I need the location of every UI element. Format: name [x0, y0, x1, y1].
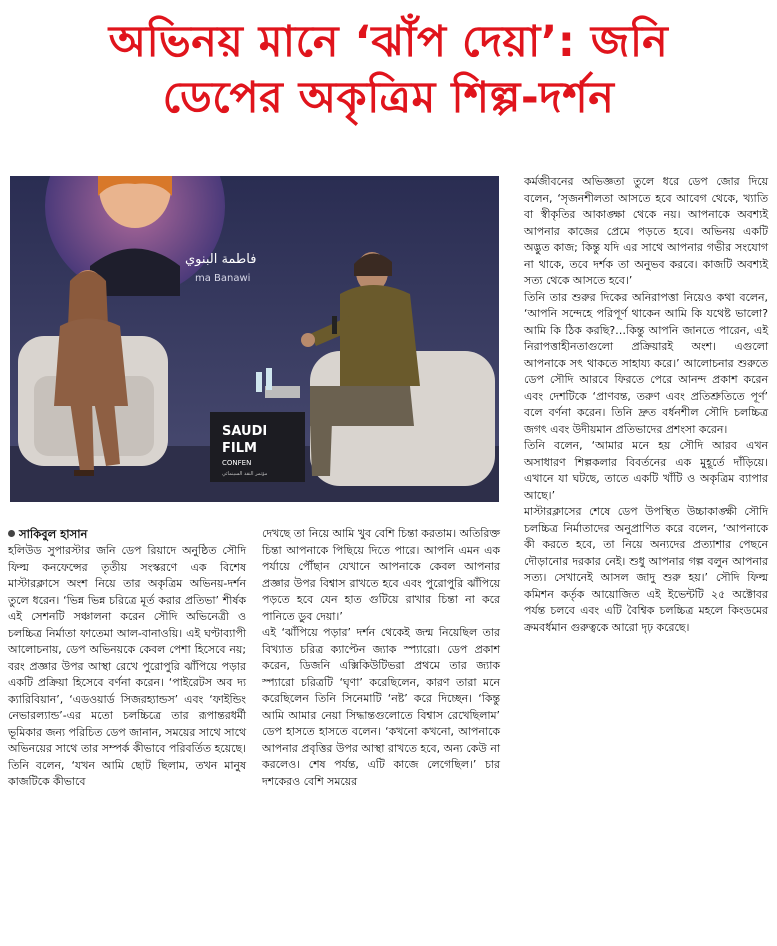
paragraph: তিনি তার শুরুর দিকের অনিরাপত্তা নিয়েও কথা বলেন, ‘আপনি সন্দেহে পরিপূর্ণ থাকেন আমি কি যথেষ্ট ভালো? আমি কি ঠিক করছি?…কিন্তু আপনি জানতে পারেন, এই নিরাপত্তাহীনতাগুলো প্রক্রিয়ারই অংশ। এগুলো আপনাকে সৎ থাকতে সাহায্য করে।’ আলোচনার শুরুতে ডেপ সৌদি আরবে ফিরতে পেরে আনন্দ প্রকাশ করেন এবং দেশটিকে ‘প্রাণবন্ত, তরুণ এবং প্রতিশ্রুতিতে পূর্ণ’ বলে বর্ণনা করেন। তিনি দ্রুত বর্ধনশীল সৌদি চলচ্চিত্র জগৎ এবং উদীয়মান প্রতিভাদের প্রশংসা করেন। [524, 290, 768, 436]
nameplate-arabic: فاطمة البنوي [185, 252, 257, 267]
headline-line-1: অভিনয় মানে ‘ঝাঁপ দেয়া’: জনি [108, 17, 669, 67]
logo-saudi: SAUDI [222, 424, 268, 439]
author-name: সাকিবুল হাসান [19, 527, 88, 541]
bullet-icon [8, 530, 15, 537]
paragraph: কর্মজীবনের অভিজ্ঞতা তুলে ধরে ডেপ জোর দিয়ে বলেন, ‘সৃজনশীলতা আসতে হবে আবেগ থেকে, খ্যাতি বা স্বীকৃতির আকাঙ্ক্ষা থেকে নয়। আপনাকে অবশ্যই আপনার কাজের প্রেমে পড়তে হবে। অভিনয় একটি অদ্ভুত কাজ; কিন্তু যদি এর সাথে আপনার গভীর সংযোগ না থাকে, তবে দর্শক তা অনুভব করবে। কাজটি অবশ্যই সত্য থেকে আসতে হবে।’ [524, 175, 768, 287]
paragraph: তিনি বলেন, ‘আমার মনে হয় সৌদি আরব এখন অসাধারণ শিল্পকলার বিবর্তনের এক মুহূর্তে দাঁড়িয়ে। এখানে যা ঘটছে, তাতে একটি খাঁটি ও অকৃত্রিম ব্যাপার আছে।’ [524, 439, 768, 502]
paragraph: মাস্টারক্লাসের শেষে ডেপ উপস্থিত উচ্চাকাঙ্ক্ষী সৌদি চলচ্চিত্র নির্মাতাদের অনুপ্রাণিত করে বলেন, ‘আপনাকে কী করতে হবে, তা নিয়ে অন্যদের প্রত্যাশার পেছনে দৌড়ানোর দরকার নেই। শুধু আপনার গল্প বলুন আপনার সত্য। সেখানেই আসল জাদু শুরু হয়।’ সৌদি ফিল্ম কমিশন কর্তৃক আয়োজিত এই ইভেন্টটি ২৫ অক্টোবর পর্যন্ত চলবে এবং এটি বৈশ্বিক চলচ্চিত্র মহলে কিংডমের ক্রমবর্ধমান গুরুত্বকে আরো দৃঢ় করেছে। [524, 505, 768, 634]
masterclass-stage-illustration [10, 176, 499, 502]
paragraph: হলিউড সুপারস্টার জনি ডেপ রিয়াদে অনুষ্ঠিত সৌদি ফিল্ম কনফেন্সের তৃতীয় সংস্করণে এক বিশেষ মাস্টারক্লাসে অংশ নিয়ে তার অকৃত্রিম অভিনয়-দর্শন তুলে ধরেন। ‘ভিন্ন ভিন্ন চরিত্রে মূর্ত করার প্রতিভা’ শীর্ষক এই সেশনটি সঞ্চালনা করেন সৌদি অভিনেত্রী ও চলচ্চিত্র নির্মাতা ফাতেমা আল-বানাওয়ি। এই ঘণ্টাব্যাপী আলোচনায়, ডেপ অভিনয়কে কেবল পেশা হিসেবে নয়; বরং প্রজ্ঞার উপর আস্থা রেখে পুরোপুরি ঝাঁপিয়ে পড়ার একটি প্রক্রিয়া হিসেবে বর্ণনা করেন। ‘পাইরেটস অব দ্য ক্যারিবিয়ান’, ‘এডওয়ার্ড সিজরহ্যান্ডস’ এবং ‘ফাইন্ডিং নেভারল্যান্ড’-এর মতো চলচ্চিত্রে তার রূপান্তরধর্মী ভূমিকার জন্য পরিচিত ডেপ জানান, সময়ের সাথে সাথে অভিনয়ের সাথে তার সম্পর্ক কীভাবে পরিবর্তিত হয়েছে। তিনি বলেন, ‘যখন আমি ছোট ছিলাম, তখন মানুষ কাজটিকে কীভাবে [8, 544, 246, 788]
logo-confen: CONFEN [222, 459, 252, 467]
headline [0, 14, 777, 126]
event-photo [10, 176, 499, 502]
nameplate-english: ma Banawi [195, 273, 251, 284]
article-column-2 [262, 526, 500, 790]
headline-line-2: ডেপের অকৃত্রিম শিল্প-দর্শন [162, 73, 615, 123]
article-column-3 [524, 174, 768, 636]
logo-film: FILM [222, 441, 257, 456]
logo-arabic-sub: مؤتمر النقد السينمائي [222, 471, 268, 477]
paragraph: এই ‘ঝাঁপিয়ে পড়ার’ দর্শন থেকেই জন্ম নিয়েছিল তার বিখ্যাত চরিত্র ক্যাপ্টেন জ্যাক স্প্যারো। ডেপ প্রকাশ করেন, ডিজনি এক্সিকিউটিভরা প্রথমে তার জ্যাক স্প্যারো চরিত্রটি ‘ঘৃণা’ করেছিলেন, কারণ তারা মনে করেছিলেন তিনি সিনেমাটি ‘নষ্ট’ করে দিচ্ছেন। ‘কিন্তু আমি আমার নেয়া সিদ্ধান্তগুলোতে বিশ্বাস রেখেছিলাম’ ডেপ হাসতে হাসতে বলেন। ‘কখনো কখনো, আপনাকে আপনার প্রবৃত্তির উপর আস্থা রাখতে হবে, অন্য কেউ না করলেও। শেষ পর্যন্ত, এটি কাজে লেগেছিল।’ চার দশকেরও বেশি সময়ের [262, 626, 500, 788]
article-column-1 [8, 526, 246, 791]
byline [8, 526, 246, 543]
paragraph: দেখছে তা নিয়ে আমি খুব বেশি চিন্তা করতাম। অতিরিক্ত চিন্তা আপনাকে পিছিয়ে দিতে পারে। আপনি এমন এক পর্যায়ে পৌঁছান যেখানে আপনাকে কেবল আপনার প্রজ্ঞার উপর বিশ্বাস রাখতে হবে এবং পুরোপুরি ঝাঁপিয়ে পড়তে হবে যেন হাত গুটিয়ে রাখার চিন্তা না করে পানিতে ডুব দেয়া।’ [262, 527, 500, 623]
